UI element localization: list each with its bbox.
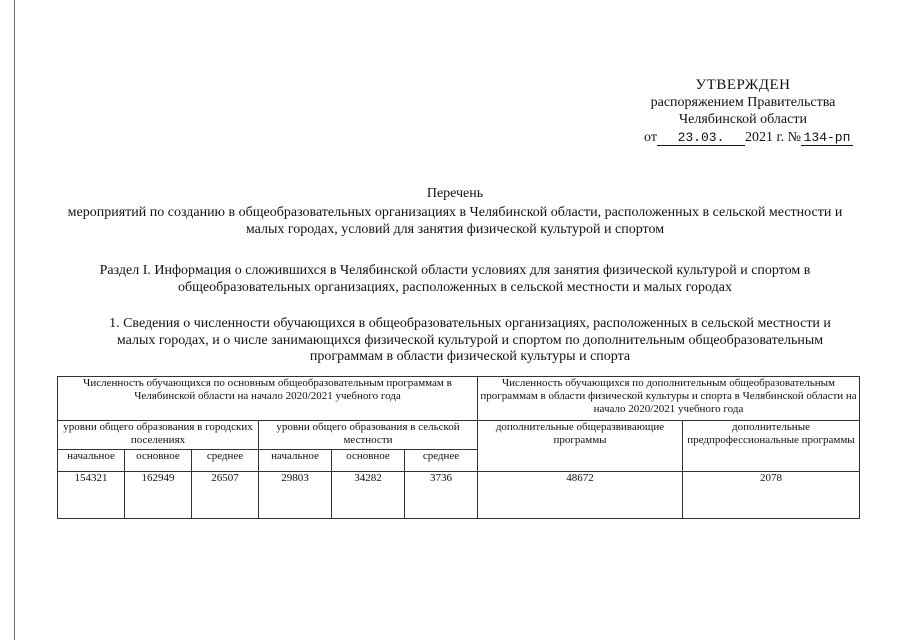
value-urban-basic: 162949 [125, 472, 192, 519]
level-rural-primary: начальное [259, 450, 332, 472]
scan-border-line [14, 0, 15, 640]
value-rural-basic: 34282 [332, 472, 405, 519]
value-general-development: 48672 [478, 472, 683, 519]
table-values-row [58, 472, 860, 519]
value-urban-secondary: 26507 [192, 472, 259, 519]
table-group-row [58, 421, 860, 450]
approval-heading: УТВЕРЖДЕН [695, 77, 791, 93]
approval-line-1: распоряжением Правительства [650, 95, 836, 110]
approval-document-number: 134-рп [801, 130, 853, 146]
document-title: Перечень [426, 186, 484, 201]
value-preprofessional: 2078 [683, 472, 860, 519]
level-urban-secondary: среднее [192, 450, 259, 472]
level-urban-basic: основное [125, 450, 192, 472]
approval-date: 23.03. [657, 130, 745, 146]
level-rural-basic: основное [332, 450, 405, 472]
level-urban-primary: начальное [58, 450, 125, 472]
group-urban: уровни общего образования в городских поселениях [58, 421, 259, 450]
approval-from-prefix: от [644, 130, 657, 145]
value-rural-secondary: 3736 [405, 472, 478, 519]
header-main-programs: Численность обучающихся по основным общеобразовательным программам в Челябинской области на начало 2020/2021 учебного года [58, 377, 478, 421]
statistics-table [57, 376, 860, 519]
value-urban-primary: 154321 [58, 472, 125, 519]
level-rural-secondary: среднее [405, 450, 478, 472]
item-heading: 1. Сведения о численности обучающихся в общеобразовательных организациях, расположенных в сельской местности и малых городах, и о числе занимающихся физической культурой и спортом по дополнительным общеобразовательным программам в области физической культуры и спорта [109, 316, 831, 364]
group-rural: уровни общего образования в сельской местности [259, 421, 478, 450]
header-additional-programs: Численность обучающихся по дополнительным общеобразовательным программам в области физической культуры и спорта в Челябинской области на начало 2020/2021 учебного года [478, 377, 860, 421]
approval-year-number-label: 2021 г. № [744, 130, 801, 145]
col-general-development: дополнительные общеразвивающие программы [478, 421, 683, 472]
approval-line-2: Челябинской области [679, 112, 807, 127]
section-heading: Раздел I. Информация о сложившихся в Челябинской области условиях для занятия физической культурой и спортом в общеобразовательных организациях, расположенных в сельской местности и малых городах [99, 263, 811, 295]
col-preprofessional: дополнительные предпрофессиональные программы [683, 421, 860, 472]
table-header-row [58, 377, 860, 421]
document-subtitle: мероприятий по созданию в общеобразовательных организациях в Челябинской области, расположенных в сельской местности и малых городах, условий для занятия физической культурой и спортом [67, 205, 843, 237]
value-rural-primary: 29803 [259, 472, 332, 519]
approval-stamp-block [593, 77, 853, 146]
approval-date-line [593, 129, 853, 146]
